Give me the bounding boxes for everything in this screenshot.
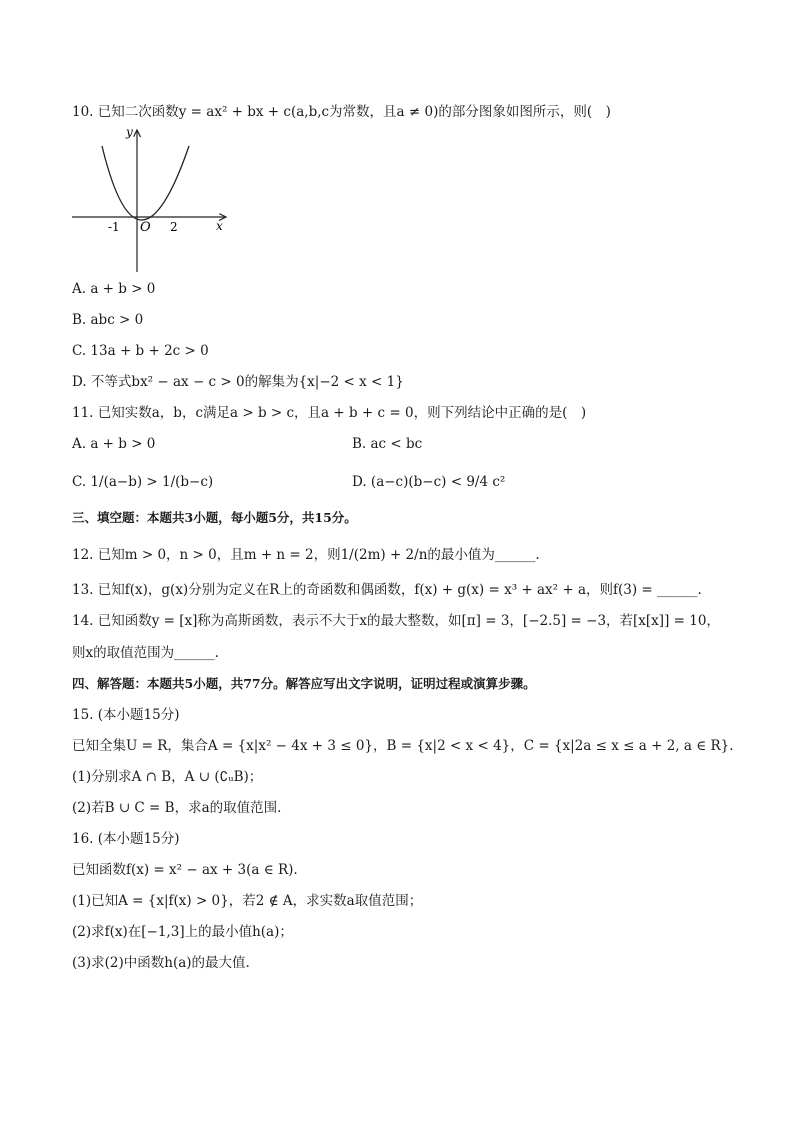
q14-line1: 14. 已知函数y = [x]称为高斯函数，表示不大于x的最大整数，如[π] = 3，[−2.5] = −3，若[x[x]] = 10， (72, 613, 720, 629)
q16-part2: (2)求f(x)在[−1,3]上的最小值h(a)； (72, 924, 293, 940)
q12: 12. 已知m > 0，n > 0，且m + n = 2，则1/(2m) + 2/n的最小值为______. (72, 547, 540, 563)
section-3-heading: 三、填空题：本题共3小题，每小题5分，共15分。 (72, 510, 357, 525)
q15-stem: 已知全集U = R，集合A = {x|x² − 4x + 3 ≤ 0}，B = {x|2 < x < 4}，C = {x|2a ≤ x ≤ a + 2, a ∈ R}. (72, 738, 734, 754)
tick-neg-label: -1 (108, 220, 120, 234)
x-axis-label: x (216, 219, 223, 233)
q10-stem: 10. 已知二次函数y = ax² + bx + c(a,b,c为常数，且a ≠ 0)的部分图象如图所示，则( ) (72, 104, 611, 120)
q13: 13. 已知f(x)，g(x)分别为定义在R上的奇函数和偶函数，f(x) + g(x) = x³ + ax² + a，则f(3) = ______. (72, 582, 702, 598)
q16-title: 16. (本小题15分) (72, 831, 180, 847)
q10-option-c: C. 13a + b + 2c > 0 (72, 343, 209, 359)
q10-option-b: B. abc > 0 (72, 312, 144, 328)
origin-label: O (140, 220, 151, 235)
q15-part2: (2)若B ∪ C = B，求a的取值范围. (72, 800, 282, 816)
y-axis-label: y (126, 125, 133, 139)
section-4-heading: 四、解答题：本题共5小题，共77分。解答应写出文字说明，证明过程或演算步骤。 (72, 676, 536, 691)
q10-option-a: A. a + b > 0 (72, 281, 156, 297)
q15-part1: (1)分别求A ∩ B，A ∪ (∁ᵤB)； (72, 769, 263, 785)
tick-pos-label: 2 (170, 220, 178, 234)
q11-stem: 11. 已知实数a，b，c满足a > b > c，且a + b + c = 0，则下列结论中正确的是( ) (72, 405, 587, 421)
q11-option-c: C. 1/(a−b) > 1/(b−c) (72, 474, 214, 490)
q10-option-d: D. 不等式bx² − ax − c > 0的解集为{x|−2 < x < 1} (72, 374, 404, 390)
q11-option-a: A. a + b > 0 (72, 436, 156, 452)
q16-part3: (3)求(2)中函数h(a)的最大值. (72, 955, 250, 971)
q16-part1: (1)已知A = {x|f(x) > 0}，若2 ∉ A，求实数a取值范围； (72, 893, 423, 909)
q11-option-d: D. (a−c)(b−c) < 9/4 c² (352, 474, 506, 490)
q14-line2: 则x的取值范围为______. (72, 645, 219, 661)
parabola-curve (102, 146, 189, 220)
q16-stem: 已知函数f(x) = x² − ax + 3(a ∈ R). (72, 862, 298, 878)
q10-parabola-graph (66, 124, 236, 274)
q11-option-b: B. ac < bc (352, 436, 423, 452)
q15-title: 15. (本小题15分) (72, 707, 180, 723)
